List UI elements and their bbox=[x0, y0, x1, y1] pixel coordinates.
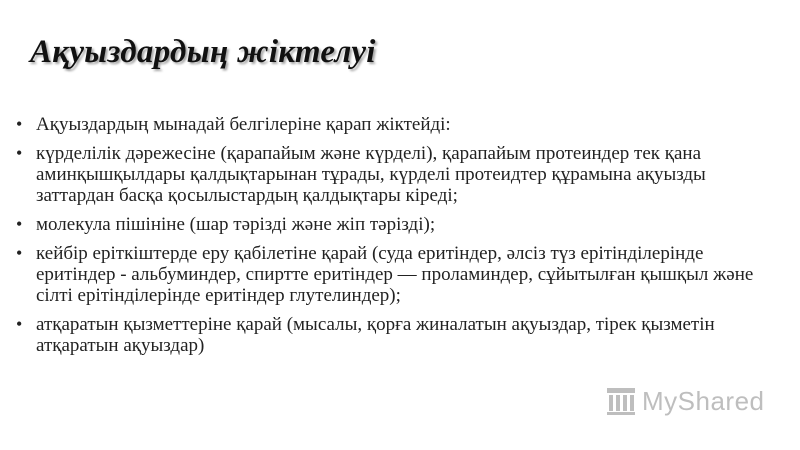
bullet-text: молекула пішініне (шар тәрізді және жіп тәрізді); bbox=[36, 214, 436, 235]
bullet-icon: • bbox=[16, 114, 23, 134]
myshared-watermark[interactable] bbox=[604, 384, 765, 418]
bullet-list bbox=[16, 114, 756, 364]
bullet-item bbox=[16, 243, 756, 306]
myshared-logo-icon bbox=[604, 384, 638, 418]
bullet-text: Ақуыздардың мынадай белгілеріне қарап жіктейді: bbox=[36, 114, 451, 135]
bullet-icon: • bbox=[16, 214, 23, 234]
bullet-icon: • bbox=[16, 143, 23, 163]
bullet-icon: • bbox=[16, 314, 23, 334]
bullet-icon: • bbox=[16, 243, 23, 263]
bullet-text: атқаратын қызметтеріне қарай (мысалы, қорға жиналатын ақуыздар, тірек қызметін атқаратын ақуыздар) bbox=[36, 314, 715, 356]
watermark-text: MyShared bbox=[642, 385, 765, 416]
bullet-item bbox=[16, 114, 756, 135]
bullet-text: күрделілік дәрежесіне (қарапайым және күрделі), қарапайым протеиндер тек қана аминқышқылдары қалдықтарынан тұрады, күрделі протеидтер құрамына ақуызды заттардан басқа қосылыстардың қалдықтары кіреді; bbox=[36, 143, 706, 206]
bullet-item bbox=[16, 214, 756, 235]
bullet-item bbox=[16, 143, 756, 206]
slide-title: Ақуыздардың жіктелуі bbox=[30, 34, 376, 70]
bullet-text: кейбір еріткіштерде еру қабілетіне қарай (суда еритіндер, әлсіз түз ерітінділерінде еритіндер - альбуминдер, спиртте еритіндер — проламиндер, сұйытылған қышқыл және сілті ерітінділерінде еритіндер глутелиндер); bbox=[36, 243, 754, 306]
bullet-item bbox=[16, 314, 756, 356]
